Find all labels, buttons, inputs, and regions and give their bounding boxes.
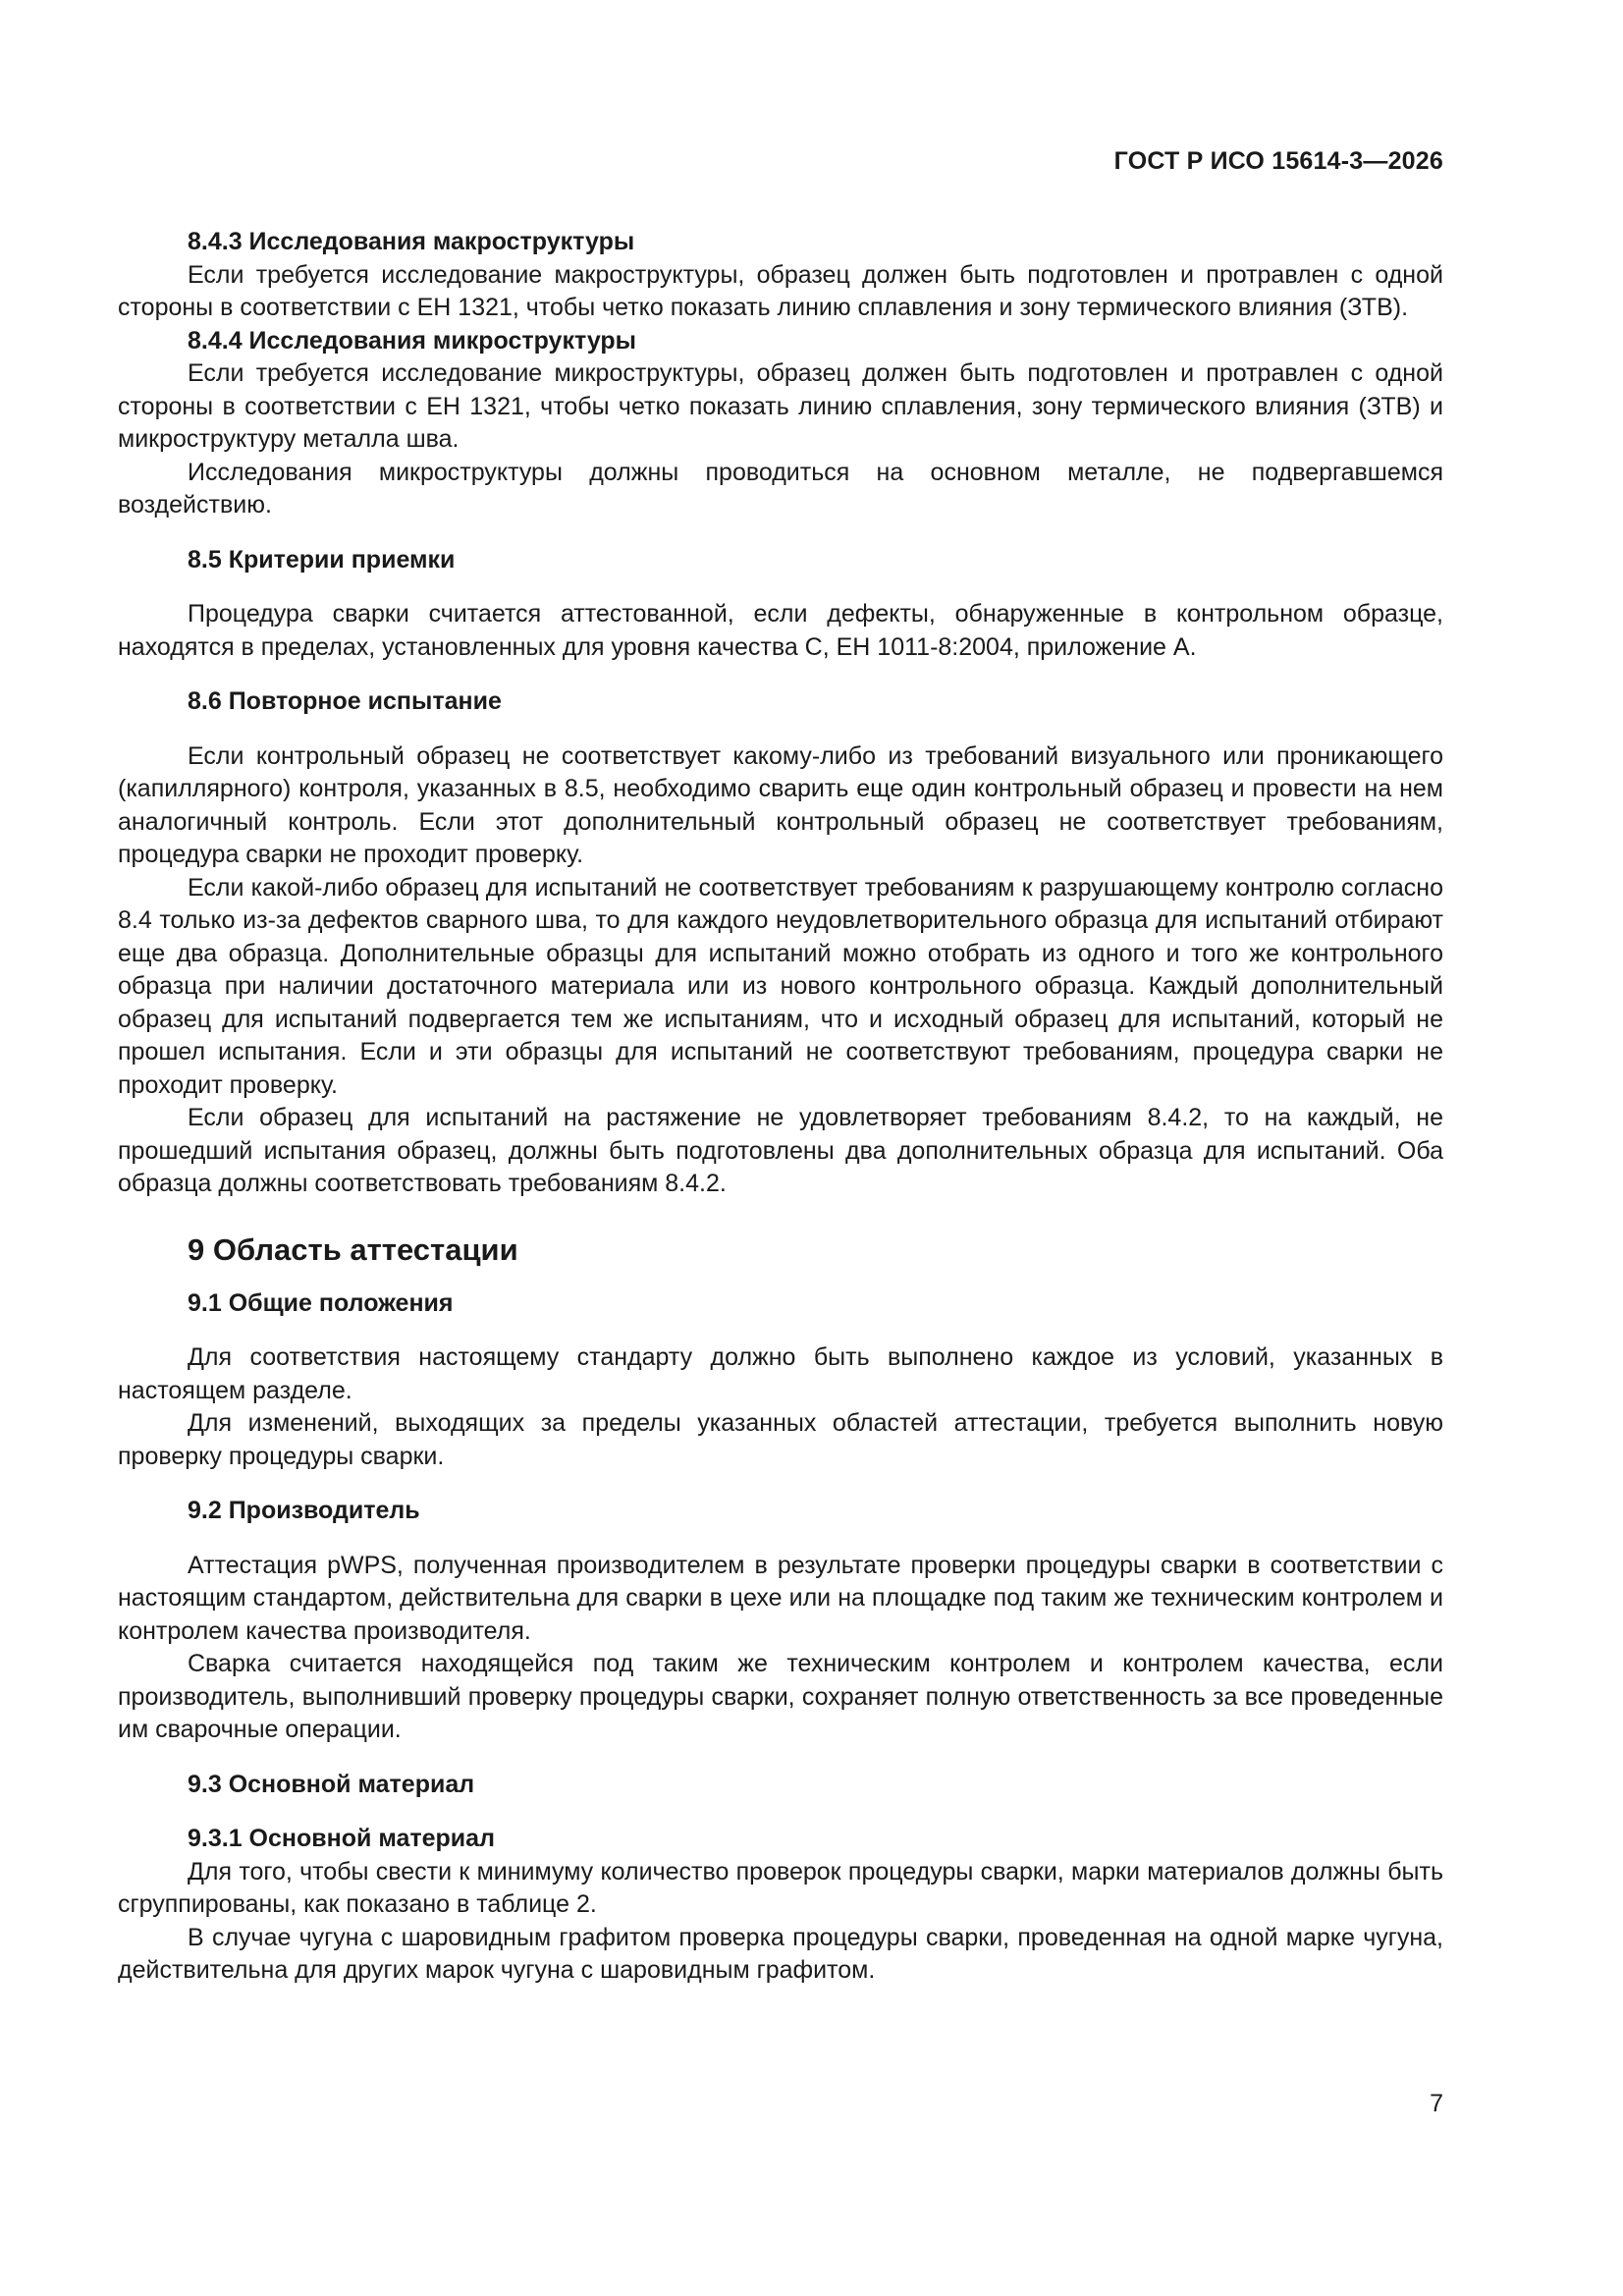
paragraph: Если контрольный образец не соответствует какому-либо из требований визуального или проникающего (капиллярного) контроля, указанных в 8.5, необходимо сварить еще один контрольный образец и провести на нем аналогичный контроль. Если этот дополнительный контрольный образец не соответствует требованиям, процедура сварки не проходит проверку. <box>118 741 1443 868</box>
heading-9-1: 9.1 Общие положения <box>188 1288 454 1317</box>
heading-9-3: 9.3 Основной материал <box>188 1770 475 1798</box>
heading-8-4-4: 8.4.4 Исследования микроструктуры <box>188 326 637 355</box>
paragraph: Процедура сварки считается аттестованной, если дефекты, обнаруженные в контрольном образце, находятся в пределах, установленных для уровня качества С, ЕН 1011-8:2004, приложение А. <box>118 600 1443 661</box>
heading-9-2: 9.2 Производитель <box>188 1497 420 1524</box>
paragraph: Для того, чтобы свести к минимуму количество проверок процедуры сварки, марки материалов должны быть сгруппированы, как показано в таблице 2. <box>118 1857 1443 1918</box>
paragraph: Для соответствия настоящему стандарту должно быть выполнено каждое из условий, указанных в настоящем разделе. <box>118 1343 1443 1404</box>
page-number: 7 <box>1430 2090 1443 2117</box>
paragraph: Если какой-либо образец для испытаний не соответствует требованиям к разрушающему контролю согласно 8.4 только из-за дефектов сварного шва, то для каждого неудовлетворительного образца для испытаний отбирают еще два образца. Дополнительные образцы для испытаний можно отобрать из одного и того же контрольного образца при наличии достаточного материала или из нового контрольного образца. Каждый дополнительный образец для испытаний подвергается тем же испытаниям, что и исходный образец для испытаний, который не прошел испытания. Если и эти образцы для испытаний не соответствуют требованиям, процедура сварки не проходит проверку. <box>118 873 1443 1099</box>
paragraph: Если требуется исследование макроструктуры, образец должен быть подготовлен и протравлен с одной стороны в соответствии с ЕН 1321, чтобы четко показать линию сплавления и зону термического влияния (ЗТВ). <box>118 260 1443 321</box>
heading-9: 9 Область аттестации <box>188 1231 518 1267</box>
paragraph: Если требуется исследование микроструктуры, образец должен быть подготовлен и протравлен с одной стороны в соответствии с ЕН 1321, чтобы четко показать линию сплавления, зону термического влияния (ЗТВ) и микроструктуру металла шва. <box>118 359 1443 453</box>
heading-8-5: 8.5 Критерии приемки <box>188 545 456 574</box>
paragraph: Для изменений, выходящих за пределы указанных областей аттестации, требуется выполнить новую проверку процедуры сварки. <box>118 1409 1443 1470</box>
heading-8-4-3: 8.4.3 Исследования макроструктуры <box>188 228 635 255</box>
document-page <box>118 0 1443 2296</box>
paragraph: Аттестация pWPS, полученная производителем в результате проверки процедуры сварки в соответствии с настоящим стандартом, действительна для сварки в цехе или на площадке под таким же техническим контролем и контролем качества производителя. <box>118 1551 1443 1645</box>
document-code: ГОСТ Р ИСО 15614-3—2026 <box>1113 147 1443 175</box>
heading-9-3-1: 9.3.1 Основной материал <box>188 1825 495 1852</box>
heading-8-6: 8.6 Повторное испытание <box>188 687 502 715</box>
paragraph: В случае чугуна с шаровидным графитом проверка процедуры сварки, проведенная на одной марке чугуна, действительна для других марок чугуна с шаровидным графитом. <box>118 1923 1443 1984</box>
paragraph: Если образец для испытаний на растяжение не удовлетворяет требованиям 8.4.2, то на каждый, не прошедший испытания образец, должны быть подготовлены два дополнительных образца для испытаний. Оба образца должны соответствовать требованиям 8.4.2. <box>118 1104 1443 1197</box>
paragraph: Сварка считается находящейся под таким же техническим контролем и контролем качества, если производитель, выполнивший проверку процедуры сварки, сохраняет полную ответственность за все проведенные им сварочные операции. <box>118 1650 1443 1743</box>
document-body <box>118 226 1443 1988</box>
paragraph: Исследования микроструктуры должны проводиться на основном металле, не подвергавшемся воздействию. <box>118 458 1443 519</box>
